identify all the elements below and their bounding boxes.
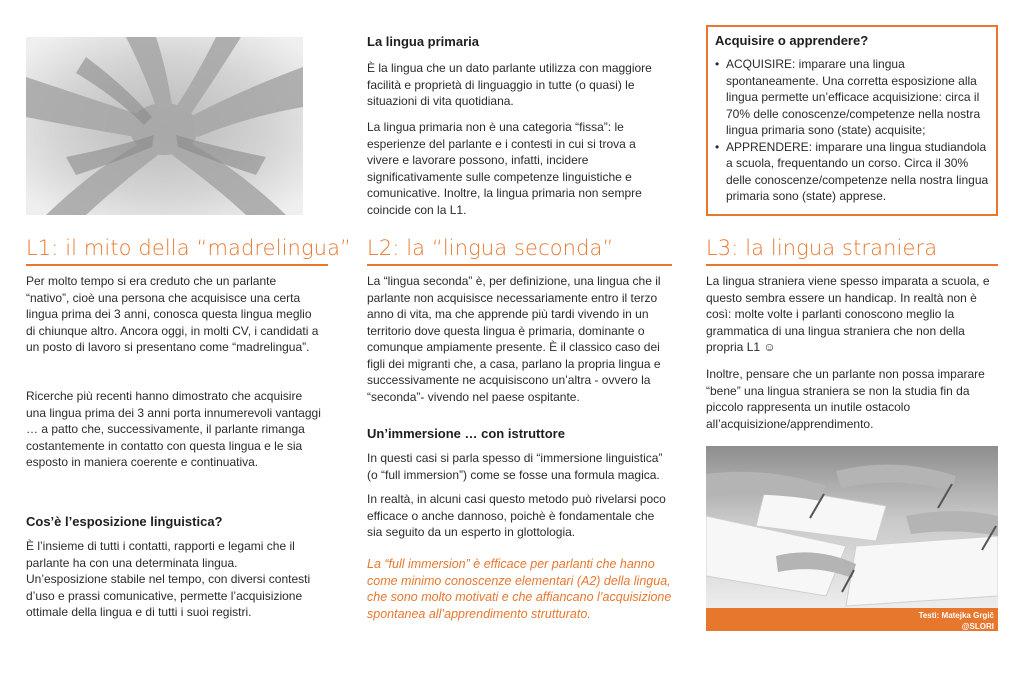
box-list [715, 56, 990, 205]
credit-bar [706, 608, 998, 631]
l1-paragraph-2: Ricerche più recenti hanno dimostrato che acquisire una lingua prima dei 3 anni porta innumerevoli vantaggi … a patto che, successivamente, il parlante rimanga costantemente in contatto con questa lingua e le sia esposto in maniera coerente e continuativa. [26, 389, 321, 469]
immersion-heading: Un’immersione … con istruttore [367, 426, 565, 441]
primary-paragraph-1: È la lingua che un dato parlante utilizza con maggiore facilità e proprietà di linguaggio in tutte (o quasi) le situazioni di vita quotidiana. [367, 61, 652, 108]
primary-language-heading: La lingua primaria [367, 34, 479, 49]
l3-paragraph-1: La lingua straniera viene spesso imparata a scuola, e questo sembra essere un handicap. In realtà non è così: molte volte i parlanti conoscono meglio la grammatica di una lingua straniera che non della propria L1 ☺ [706, 274, 990, 354]
immersion-paragraph-1: In questi casi si parla spesso di “immersione linguistica” (o “full immersion”) come se fosse una formula magica. [367, 451, 663, 482]
primary-paragraph-2: La lingua primaria non è una categoria “fissa”: le esperienze del parlante e i contesti in cui si trova a vivere e lavorare possono, infatti, incidere significativamente sulle competenze linguistiche e comunicative. Inoltre, la lingua primaria non sempre coincide con la L1. [367, 120, 642, 217]
full-immersion-quote: La “full immersion” è efficace per parlanti che hanno come minimo conoscenze elementari (A2) della lingua, che sono molto motivati e che affiancano l’acquisizione spontanea all’apprendimento strutturato. [367, 557, 672, 621]
credit-author: Testi: Matejka Grgič [918, 611, 994, 620]
list-item-acquire: • ACQUISIRE: imparare una lingua spontaneamente. Una corretta esposizione alla lingua permette un’efficace acquisizione: circa il 70% delle conoscenze/competenze nella nostra lingua primaria sono (state) acquisite; [715, 56, 990, 139]
l1-heading: L1: il mito della “madrelingua” [26, 236, 328, 266]
l2-heading: L2: la “lingua seconda” [367, 236, 672, 266]
box-heading: Acquisire o apprendere? [715, 33, 869, 48]
l1-paragraph-1: Per molto tempo si era creduto che un parlante “nativo”, cioè una persona che acquisisce una certa lingua prima dei 3 anni, conosca questa lingua meglio di chiunque altro. Ancora oggi, in molti CV, i candidati a un posto di lavoro si presentano come “madrelingua”. [26, 274, 319, 354]
immersion-paragraph-2: In realtà, in alcuni casi questo metodo può rivelarsi poco efficace o anche dannoso, poichè è fondamentale che sia seguito da un esperto in glottologia. [367, 492, 666, 539]
exposure-heading: Cos’è l’esposizione linguistica? [26, 514, 223, 529]
l3-heading: L3: la lingua straniera [706, 236, 998, 266]
hands-together-photo [26, 37, 303, 215]
l3-paragraph-2: Inoltre, pensare che un parlante non possa imparare “bene” una lingua straniera se non la studia fin da piccolo rappresenta un inutile ostacolo all’acquisizione/apprendimento. [706, 367, 985, 431]
acquire-learn-box [706, 25, 998, 216]
credit-org: @SLORI [961, 622, 994, 631]
students-writing-photo [706, 446, 998, 608]
list-item-learn: • APPRENDERE: imparare una lingua studiandola a scuola, frequentando un corso. Circa il 30% delle conoscenze/competenze nella nostra lingua primaria sono (state) apprese. [715, 139, 990, 205]
exposure-paragraph: È l’insieme di tutti i contatti, rapporti e legami che il parlante ha con una determinata lingua. Un’esposizione stabile nel tempo, con diversi contesti d’uso e prassi comunicative, permette l’acquisizione ottimale della lingua e di tutti i suoi registri. [26, 539, 311, 619]
l2-paragraph: La “lingua seconda” è, per definizione, una lingua che il parlante non acquisisce necessariamente entro il terzo anno di vita, ma che apprende più tardi vivendo in un territorio dove questa lingua è primaria, dominante o comunque ampiamente presente. È il classico caso dei figli dei migranti che, a casa, parlano la propria lingua e successivamente ne acquisiscono un’altra - ovvero la “seconda”- vivendo nel paese ospitante. [367, 274, 661, 404]
